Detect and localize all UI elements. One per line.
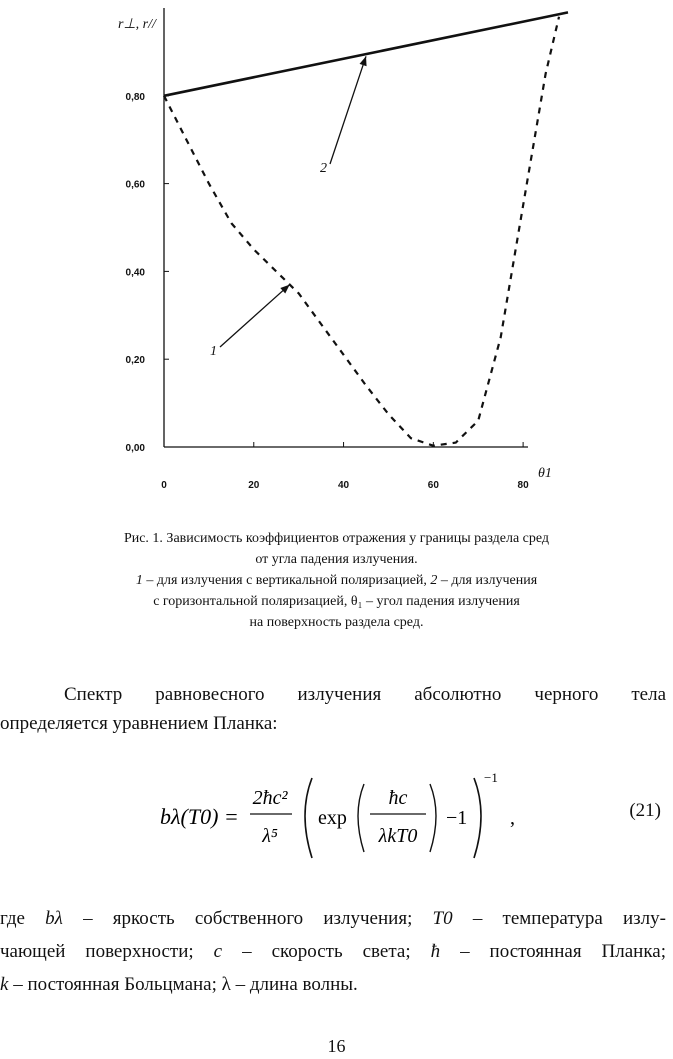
def-text: где: [0, 908, 46, 929]
caption-series-1-number: 1: [135, 573, 143, 588]
definitions-line-1: [0, 902, 666, 935]
y-tick-label: 0,60: [125, 179, 145, 191]
page-number: 16: [327, 1036, 346, 1056]
caption-line-1: Рис. 1. Зависимость коэффициентов отражения у границы раздела сред: [123, 531, 550, 546]
y-tick-label: 0,40: [125, 267, 145, 279]
y-tick-label: 0,00: [125, 443, 145, 454]
series-2-line: [164, 12, 568, 95]
annotation-arrow-1: [220, 285, 290, 347]
x-tick-label: 80: [517, 480, 529, 491]
x-tick-label: 0: [161, 480, 167, 491]
caption-series-2-text: – для излучения: [437, 573, 538, 588]
def-text: чающей поверхности;: [0, 941, 214, 962]
def-symbol-c: c: [213, 941, 223, 962]
series-1-line: [164, 17, 559, 446]
right-inner-paren: [430, 784, 436, 852]
paragraph-planck-intro: [0, 680, 666, 738]
def-symbol-k: k: [0, 974, 9, 995]
caption-line-2: от угла падения излучения.: [255, 552, 418, 567]
figure-caption: [0, 528, 673, 633]
annotation-label-1: 1: [210, 344, 217, 359]
def-text: – постоянная Планка;: [440, 941, 667, 962]
caption-line-4: с горизонтальной поляризацией, θ₁ – угол падения излучения: [153, 594, 520, 609]
planck-formula: [0, 768, 673, 868]
x-axis-label: θ1: [538, 466, 552, 481]
def-text: – яркость собственного излучения;: [62, 908, 433, 929]
formula-power: −1: [484, 770, 498, 785]
caption-line-3: [0, 570, 673, 591]
def-text: – скорость света;: [222, 941, 431, 962]
formula-denominator: λ⁵: [262, 825, 278, 847]
chart-axes: [118, 8, 552, 491]
y-tick-label: 0,20: [125, 355, 145, 367]
right-outer-paren: [474, 778, 481, 858]
left-inner-paren: [358, 784, 364, 852]
annotation-label-2: 2: [320, 161, 327, 176]
x-tick-label: 40: [337, 480, 350, 491]
chart-annotations: [210, 56, 367, 359]
paragraph-definitions: [0, 902, 666, 1001]
y-tick-label: 0,80: [125, 91, 145, 103]
paragraph-1-line-2: определяется уравнением Планка:: [0, 713, 278, 734]
caption-series-2-number: 2: [430, 573, 438, 588]
formula-inner-denominator: λkT0: [378, 825, 418, 847]
x-tick-label: 60: [427, 480, 439, 491]
y-axis-label: r⊥, r//: [118, 17, 156, 32]
x-tick-label: 20: [248, 480, 260, 491]
def-text: – постоянная Больцмана; λ – длина волны.: [8, 974, 358, 995]
definitions-line-2: [0, 935, 666, 968]
equation-number: (21): [629, 800, 661, 821]
formula-inner-numerator: ħc: [388, 787, 408, 809]
reflection-chart: [0, 0, 673, 520]
left-outer-paren: [305, 778, 312, 858]
formula-exp: exp: [318, 807, 347, 829]
formula-numerator: 2ħc²: [252, 787, 288, 809]
formula-lhs: bλ(T0) =: [160, 804, 239, 829]
def-text: – температура излу-: [452, 908, 666, 929]
def-symbol-hbar: ħ: [430, 941, 441, 962]
chart-series: [164, 12, 568, 445]
caption-line-5: на поверхность раздела сред.: [249, 615, 424, 630]
definitions-line-3: [0, 968, 666, 1001]
annotation-arrowhead-2: [360, 56, 367, 66]
formula-trailing-comma: ,: [510, 807, 515, 829]
caption-series-1-text: – для излучения с вертикальной поляризацией,: [142, 573, 431, 588]
annotation-arrow-2: [330, 56, 366, 164]
paragraph-1-line-1: Спектр равновесного излучения абсолютно черного тела: [64, 684, 666, 705]
def-symbol-t0: T0: [432, 908, 453, 929]
formula-minus-one: −1: [446, 807, 468, 829]
def-symbol-b: bλ: [45, 908, 63, 929]
